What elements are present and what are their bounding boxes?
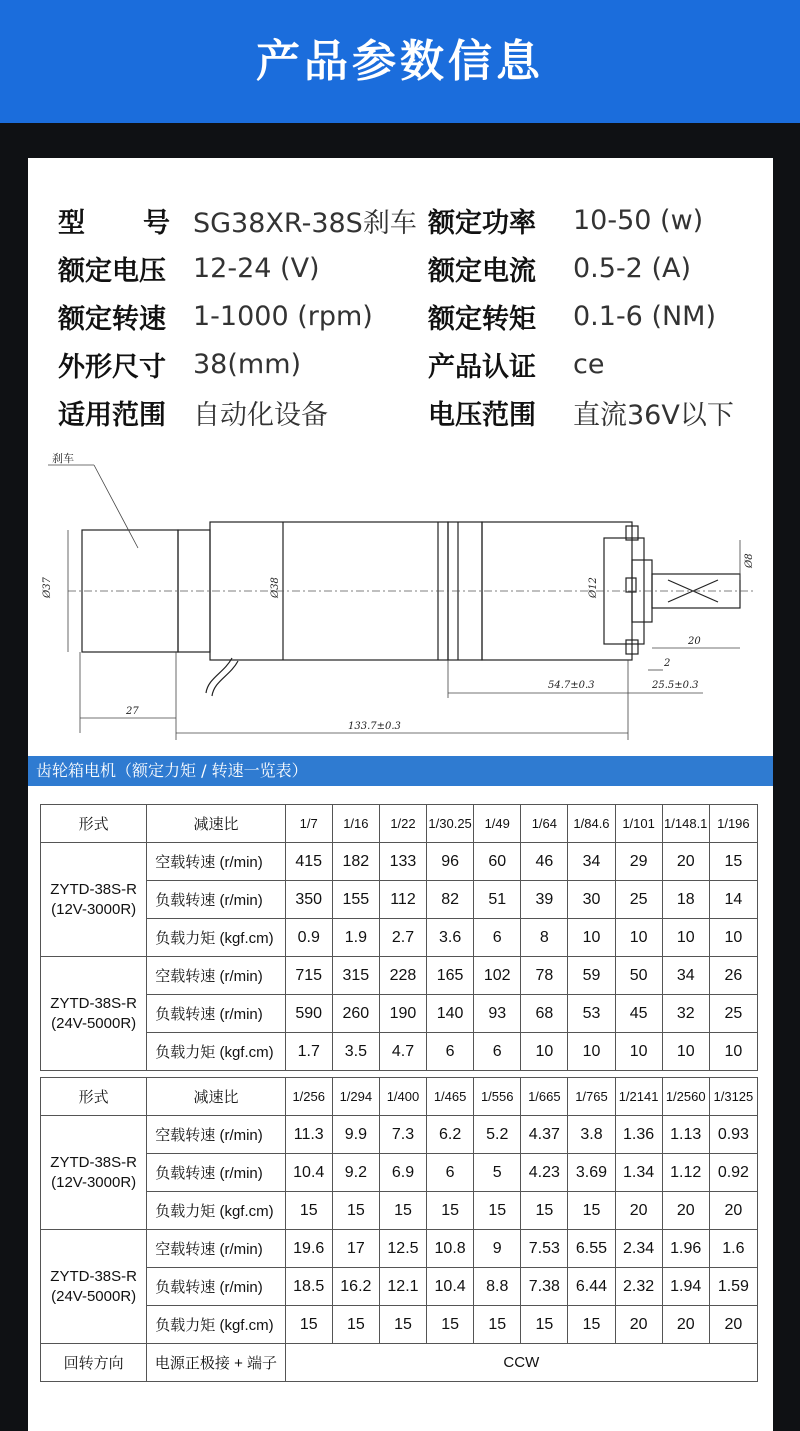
spec-value: 自动化设备 — [193, 399, 328, 431]
value-cell: 96 — [427, 843, 474, 881]
value-cell: 228 — [379, 957, 426, 995]
spec-value: 10-50 (w) — [573, 204, 704, 236]
table-row — [41, 919, 758, 957]
spec-value: 0.5-2 (A) — [573, 252, 691, 284]
value-cell: 133 — [379, 843, 426, 881]
table-row — [41, 1306, 758, 1344]
value-cell: 10 — [568, 919, 615, 957]
metric-cell: 负载力矩 (kgf.cm) — [147, 1192, 285, 1230]
spec-value: 12-24 (V) — [193, 252, 320, 284]
value-cell: 1.13 — [662, 1116, 709, 1154]
ratio-cell: 1/2141 — [615, 1078, 662, 1116]
value-cell: 10 — [615, 1033, 662, 1071]
value-cell: 14 — [709, 881, 757, 919]
value-cell: 15 — [285, 1306, 332, 1344]
value-cell: 190 — [379, 995, 426, 1033]
dim-d37: Ø37 — [42, 577, 53, 598]
value-cell: 15 — [332, 1306, 379, 1344]
model-cell — [41, 1230, 147, 1344]
value-cell: 10 — [615, 919, 662, 957]
model-name: ZYTD-38S-R — [50, 994, 137, 1012]
value-cell: 7.38 — [521, 1268, 568, 1306]
value-cell: 165 — [427, 957, 474, 995]
value-cell: 9 — [474, 1230, 521, 1268]
table-title: 齿轮箱电机（额定力矩 / 转速一览表） — [36, 761, 308, 780]
value-cell: 20 — [615, 1306, 662, 1344]
value-cell: 10 — [521, 1033, 568, 1071]
value-cell: 34 — [662, 957, 709, 995]
value-cell: 15 — [427, 1192, 474, 1230]
spec-row — [58, 388, 758, 436]
spec-value: 0.1-6 (NM) — [573, 300, 717, 332]
value-cell: 82 — [427, 881, 474, 919]
value-cell: 10 — [662, 1033, 709, 1071]
value-cell: 34 — [568, 843, 615, 881]
brake-label: 刹车 — [52, 452, 74, 465]
value-cell: 11.3 — [285, 1116, 332, 1154]
ratio-cell: 1/3125 — [709, 1078, 757, 1116]
table-row — [41, 1192, 758, 1230]
value-cell: 20 — [615, 1192, 662, 1230]
value-cell: 20 — [709, 1306, 757, 1344]
value-cell: 10.4 — [285, 1154, 332, 1192]
value-cell: 1.6 — [709, 1230, 757, 1268]
value-cell: 7.53 — [521, 1230, 568, 1268]
ratio-cell: 1/7 — [285, 805, 332, 843]
value-cell: 20 — [709, 1192, 757, 1230]
spec-label: 额定电流 — [428, 255, 536, 287]
value-cell: 415 — [285, 843, 332, 881]
value-cell: 9.9 — [332, 1116, 379, 1154]
value-cell: 78 — [521, 957, 568, 995]
table-row — [41, 995, 758, 1033]
table-row — [41, 881, 758, 919]
table-row — [41, 1033, 758, 1071]
dim-d38: Ø38 — [270, 577, 281, 598]
direction-row — [41, 1344, 758, 1382]
metric-cell: 负载转速 (r/min) — [147, 995, 285, 1033]
table-row — [41, 1154, 758, 1192]
motor-drawing — [28, 448, 773, 753]
col-header-ratio: 减速比 — [147, 1078, 285, 1116]
dim-133-7: 133.7±0.3 — [348, 721, 401, 732]
value-cell: 51 — [474, 881, 521, 919]
ratio-cell: 1/148.1 — [662, 805, 709, 843]
value-cell: 5.2 — [474, 1116, 521, 1154]
model-name: ZYTD-38S-R — [50, 1153, 137, 1171]
model-cell — [41, 1116, 147, 1230]
dim-d8: Ø8 — [744, 553, 755, 568]
value-cell: 5 — [474, 1154, 521, 1192]
model-spec: (24V-5000R) — [51, 1287, 137, 1305]
value-cell: 6.9 — [379, 1154, 426, 1192]
spec-value: ce — [573, 348, 605, 380]
value-cell: 15 — [474, 1192, 521, 1230]
value-cell: 25 — [709, 995, 757, 1033]
table-row — [41, 957, 758, 995]
value-cell: 3.6 — [427, 919, 474, 957]
value-cell: 1.96 — [662, 1230, 709, 1268]
dim-27: 27 — [126, 706, 139, 717]
value-cell: 8.8 — [474, 1268, 521, 1306]
ratio-table-wrap — [40, 804, 758, 1382]
value-cell: 12.5 — [379, 1230, 426, 1268]
value-cell: 1.94 — [662, 1268, 709, 1306]
value-cell: 10.4 — [427, 1268, 474, 1306]
value-cell: 15 — [521, 1192, 568, 1230]
table-row — [41, 1116, 758, 1154]
spec-row — [58, 292, 758, 340]
value-cell: 715 — [285, 957, 332, 995]
page-header — [0, 0, 800, 123]
ratio-cell: 1/22 — [379, 805, 426, 843]
metric-cell: 负载力矩 (kgf.cm) — [147, 1306, 285, 1344]
spec-row — [58, 244, 758, 292]
spec-label: 外形尺寸 — [58, 351, 166, 383]
ratio-cell: 1/465 — [427, 1078, 474, 1116]
value-cell: 1.34 — [615, 1154, 662, 1192]
spec-row — [58, 196, 758, 244]
value-cell: 30 — [568, 881, 615, 919]
value-cell: 15 — [379, 1192, 426, 1230]
value-cell: 20 — [662, 1192, 709, 1230]
value-cell: 2.32 — [615, 1268, 662, 1306]
value-cell: 6.2 — [427, 1116, 474, 1154]
ratio-cell: 1/665 — [521, 1078, 568, 1116]
spec-label: 型 号 — [58, 207, 170, 239]
value-cell: 0.93 — [709, 1116, 757, 1154]
value-cell: 15 — [709, 843, 757, 881]
metric-cell: 负载转速 (r/min) — [147, 881, 285, 919]
value-cell: 3.69 — [568, 1154, 615, 1192]
dim-25-5: 25.5±0.3 — [652, 680, 699, 691]
value-cell: 4.37 — [521, 1116, 568, 1154]
value-cell: 6 — [427, 1154, 474, 1192]
metric-cell: 负载转速 (r/min) — [147, 1268, 285, 1306]
metric-cell: 负载力矩 (kgf.cm) — [147, 919, 285, 957]
value-cell: 15 — [568, 1192, 615, 1230]
value-cell: 17 — [332, 1230, 379, 1268]
value-cell: 50 — [615, 957, 662, 995]
col-header-model: 形式 — [41, 805, 147, 843]
ratio-cell: 1/556 — [474, 1078, 521, 1116]
value-cell: 15 — [427, 1306, 474, 1344]
value-cell: 1.7 — [285, 1033, 332, 1071]
value-cell: 45 — [615, 995, 662, 1033]
dim-54-7: 54.7±0.3 — [548, 680, 595, 691]
value-cell: 15 — [285, 1192, 332, 1230]
value-cell: 53 — [568, 995, 615, 1033]
value-cell: 6.44 — [568, 1268, 615, 1306]
ratio-cell: 1/2560 — [662, 1078, 709, 1116]
value-cell: 16.2 — [332, 1268, 379, 1306]
value-cell: 6.55 — [568, 1230, 615, 1268]
page-title: 产品参数信息 — [256, 36, 544, 87]
ratio-cell: 1/64 — [521, 805, 568, 843]
spec-label: 额定转矩 — [428, 303, 536, 335]
value-cell: 3.8 — [568, 1116, 615, 1154]
value-cell: 4.23 — [521, 1154, 568, 1192]
ratio-cell: 1/16 — [332, 805, 379, 843]
ratio-cell: 1/294 — [332, 1078, 379, 1116]
value-cell: 68 — [521, 995, 568, 1033]
spec-list — [58, 196, 758, 436]
ratio-cell: 1/49 — [474, 805, 521, 843]
value-cell: 15 — [379, 1306, 426, 1344]
value-cell: 39 — [521, 881, 568, 919]
value-cell: 10.8 — [427, 1230, 474, 1268]
spec-row — [58, 340, 758, 388]
model-spec: (24V-5000R) — [51, 1014, 137, 1032]
ratio-cell: 1/101 — [615, 805, 662, 843]
value-cell: 18.5 — [285, 1268, 332, 1306]
value-cell: 260 — [332, 995, 379, 1033]
spec-label: 电压范围 — [428, 399, 536, 431]
dim-2: 2 — [664, 658, 671, 669]
value-cell: 12.1 — [379, 1268, 426, 1306]
ratio-table — [40, 804, 758, 1382]
value-cell: 1.9 — [332, 919, 379, 957]
product-card — [28, 158, 773, 1431]
ratio-cell: 1/400 — [379, 1078, 426, 1116]
spec-value: 38(mm) — [193, 348, 302, 380]
value-cell: 112 — [379, 881, 426, 919]
value-cell: 20 — [662, 1306, 709, 1344]
spec-value: 直流36V以下 — [573, 399, 734, 431]
model-cell — [41, 957, 147, 1071]
value-cell: 0.92 — [709, 1154, 757, 1192]
spec-value: SG38XR-38S刹车 — [193, 207, 417, 239]
value-cell: 315 — [332, 957, 379, 995]
value-cell: 6 — [474, 1033, 521, 1071]
value-cell: 32 — [662, 995, 709, 1033]
metric-cell: 空载转速 (r/min) — [147, 843, 285, 881]
value-cell: 20 — [662, 843, 709, 881]
value-cell: 7.3 — [379, 1116, 426, 1154]
spec-value: 1-1000 (rpm) — [193, 300, 373, 332]
metric-cell: 空载转速 (r/min) — [147, 1230, 285, 1268]
ratio-cell: 1/256 — [285, 1078, 332, 1116]
model-cell — [41, 843, 147, 957]
table-row — [41, 1268, 758, 1306]
spec-label: 额定功率 — [428, 207, 536, 239]
dim-20: 20 — [688, 636, 701, 647]
value-cell: 2.7 — [379, 919, 426, 957]
metric-cell: 空载转速 (r/min) — [147, 1116, 285, 1154]
ratio-cell: 1/84.6 — [568, 805, 615, 843]
table-row — [41, 1230, 758, 1268]
ratio-cell: 1/30.25 — [427, 805, 474, 843]
value-cell: 25 — [615, 881, 662, 919]
spec-label: 额定转速 — [58, 303, 166, 335]
value-cell: 15 — [568, 1306, 615, 1344]
spec-label: 适用范围 — [58, 399, 166, 431]
value-cell: 3.5 — [332, 1033, 379, 1071]
value-cell: 102 — [474, 957, 521, 995]
value-cell: 2.34 — [615, 1230, 662, 1268]
value-cell: 4.7 — [379, 1033, 426, 1071]
value-cell: 10 — [568, 1033, 615, 1071]
dim-d12: Ø12 — [588, 577, 599, 598]
value-cell: 1.12 — [662, 1154, 709, 1192]
value-cell: 29 — [615, 843, 662, 881]
value-cell: 590 — [285, 995, 332, 1033]
table-title-bar — [28, 756, 773, 786]
value-cell: 350 — [285, 881, 332, 919]
value-cell: 6 — [427, 1033, 474, 1071]
metric-cell: 负载转速 (r/min) — [147, 1154, 285, 1192]
col-header-ratio: 减速比 — [147, 805, 285, 843]
value-cell: 10 — [662, 919, 709, 957]
value-cell: 140 — [427, 995, 474, 1033]
direction-label: 回转方向 — [41, 1344, 147, 1382]
value-cell: 10 — [709, 919, 757, 957]
col-header-model: 形式 — [41, 1078, 147, 1116]
value-cell: 15 — [521, 1306, 568, 1344]
value-cell: 9.2 — [332, 1154, 379, 1192]
value-cell: 1.36 — [615, 1116, 662, 1154]
metric-cell: 负载力矩 (kgf.cm) — [147, 1033, 285, 1071]
value-cell: 182 — [332, 843, 379, 881]
direction-value: CCW — [285, 1344, 757, 1382]
value-cell: 18 — [662, 881, 709, 919]
value-cell: 0.9 — [285, 919, 332, 957]
value-cell: 59 — [568, 957, 615, 995]
spec-label: 额定电压 — [58, 255, 166, 287]
table-header-row — [41, 805, 758, 843]
model-name: ZYTD-38S-R — [50, 880, 137, 898]
value-cell: 60 — [474, 843, 521, 881]
value-cell: 155 — [332, 881, 379, 919]
value-cell: 26 — [709, 957, 757, 995]
value-cell: 19.6 — [285, 1230, 332, 1268]
value-cell: 6 — [474, 919, 521, 957]
value-cell: 10 — [709, 1033, 757, 1071]
value-cell: 93 — [474, 995, 521, 1033]
value-cell: 1.59 — [709, 1268, 757, 1306]
direction-condition: 电源正极接 + 端子 — [147, 1344, 285, 1382]
table-header-row — [41, 1078, 758, 1116]
metric-cell: 空载转速 (r/min) — [147, 957, 285, 995]
value-cell: 15 — [474, 1306, 521, 1344]
ratio-cell: 1/196 — [709, 805, 757, 843]
ratio-cell: 1/765 — [568, 1078, 615, 1116]
table-row — [41, 843, 758, 881]
spec-label: 产品认证 — [428, 351, 536, 383]
model-spec: (12V-3000R) — [51, 900, 137, 918]
model-spec: (12V-3000R) — [51, 1173, 137, 1191]
value-cell: 15 — [332, 1192, 379, 1230]
value-cell: 46 — [521, 843, 568, 881]
value-cell: 8 — [521, 919, 568, 957]
model-name: ZYTD-38S-R — [50, 1267, 137, 1285]
